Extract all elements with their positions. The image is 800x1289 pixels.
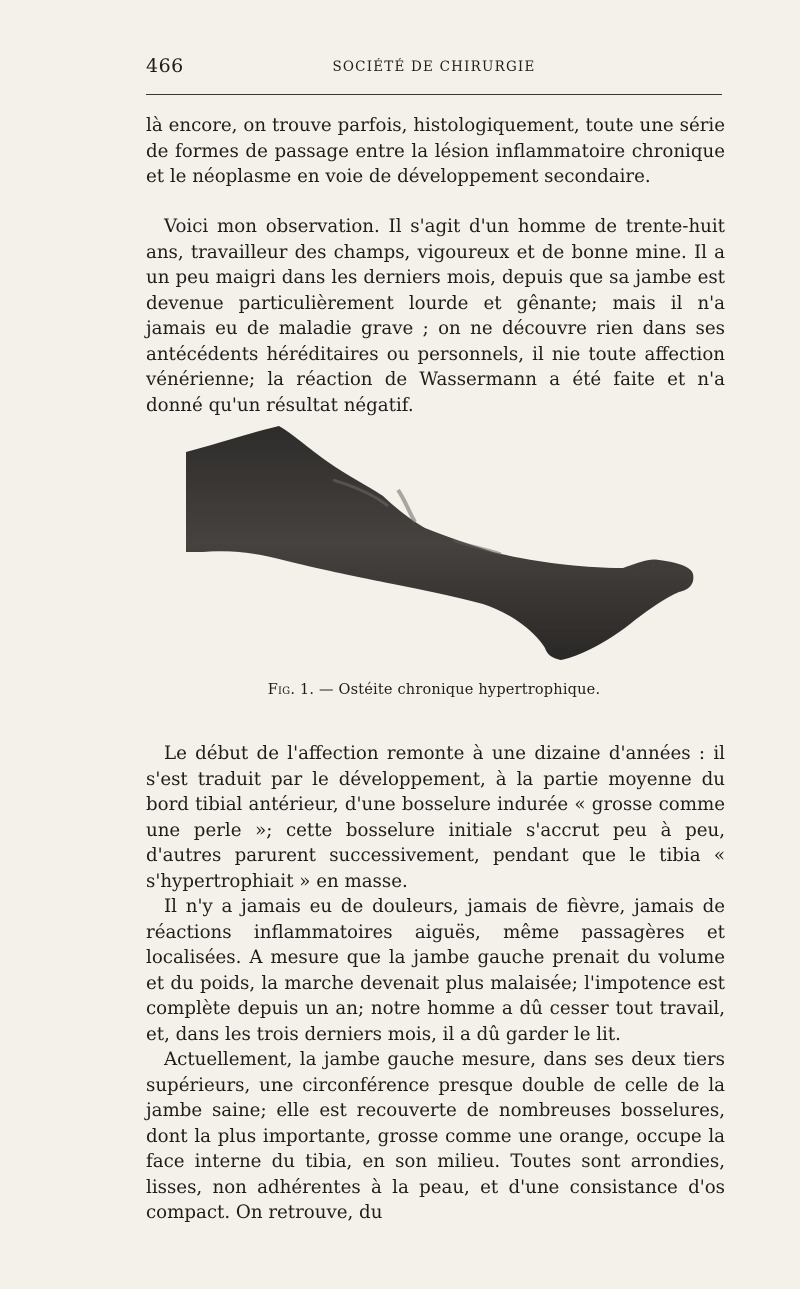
page-number: 466 — [146, 55, 184, 77]
paragraph: Actuellement, la jambe gauche mesure, dans ses deux tiers supérieurs, une circonférence presque double de celle de la jambe saine; elle est recouverte de nombreuses bosselures, dont la plus importante, grosse comme une orange, occupe la face interne du tibia, en son milieu. Toutes sont arrondies, lisses, non adhérentes à la peau, et d'une consistance d'os compact. On retrouve, du — [146, 1049, 725, 1223]
figure-caption — [146, 682, 722, 698]
figure-caption-text: — Ostéite chronique hypertrophique. — [318, 682, 601, 698]
running-title: SOCIÉTÉ DE CHIRURGIE — [332, 59, 536, 75]
figure-label: Fig. 1. — [267, 682, 315, 698]
figure-leg-photograph — [183, 420, 703, 670]
text-block-bottom — [146, 741, 725, 1226]
text-block-observation — [146, 214, 725, 418]
page-header — [146, 55, 722, 87]
paragraph: Voici mon observation. Il s'agit d'un homme de trente-huit ans, travailleur des champs, vigoureux et de bonne mine. Il a un peu maigri dans les derniers mois, depuis que sa jambe est devenue particulièrement lourde et gênante; mais il n'a jamais eu de maladie grave ; on ne découvre rien dans ses antécédents héréditaires ou personnels, il nie toute affection vénérienne; la réaction de Wassermann a été faite et n'a donné qu'un résultat négatif. — [146, 216, 725, 416]
header-rule — [146, 94, 722, 95]
paragraph: Il n'y a jamais eu de douleurs, jamais de fièvre, jamais de réactions inflammatoires aiguës, même passagères et localisées. A mesure que la jambe gauche prenait du volume et du poids, la marche devenait plus malaisée; l'impotence est complète depuis un an; notre homme a dû cesser tout travail, et, dans les trois derniers mois, il a dû garder le lit. — [146, 896, 725, 1045]
paragraph: là encore, on trouve parfois, histologiquement, toute une série de formes de passage entre la lésion inflammatoire chronique et le néoplasme en voie de développement secondaire. — [146, 115, 725, 187]
text-block-top — [146, 113, 725, 190]
paragraph: Le début de l'affection remonte à une dizaine d'années : il s'est traduit par le développement, à la partie moyenne du bord tibial antérieur, d'une bosselure indurée « grosse comme une perle »; cette bosselure initiale s'accrut peu à peu, d'autres parurent successivement, pendant que le tibia « s'hypertrophiait » en masse. — [146, 743, 725, 892]
leg-silhouette-image — [183, 420, 703, 670]
